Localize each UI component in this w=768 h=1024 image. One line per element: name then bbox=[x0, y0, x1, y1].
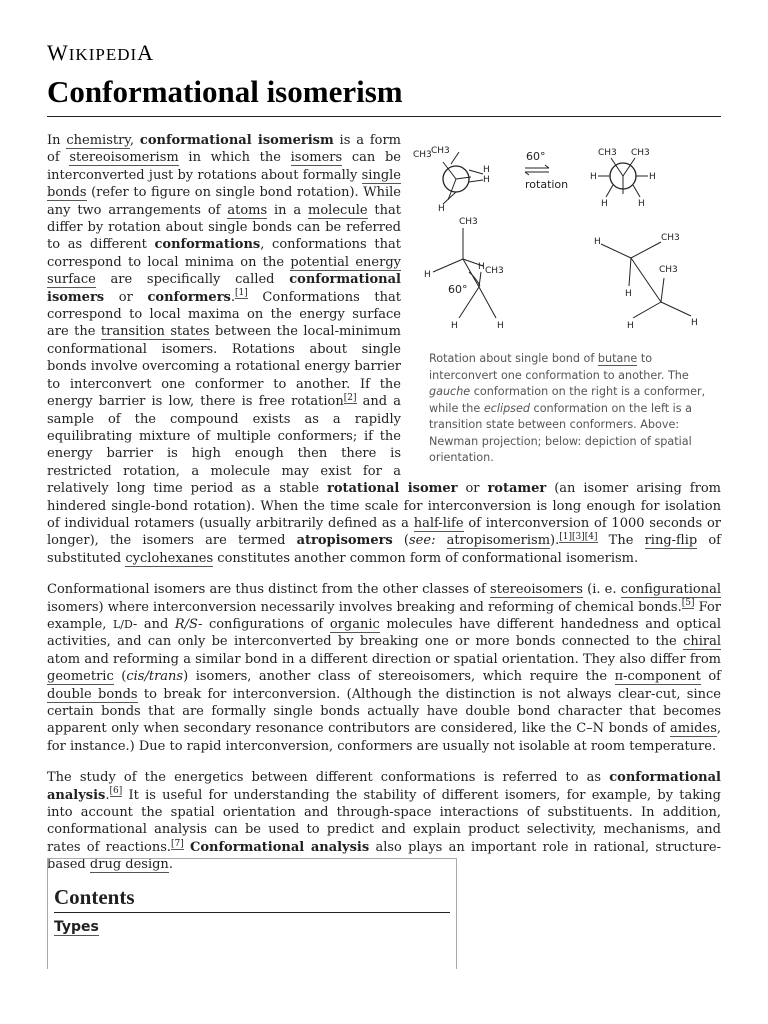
link-ring-flip[interactable]: ring-flip bbox=[644, 533, 698, 549]
link-atropisomerism[interactable]: atropisomerism bbox=[446, 533, 551, 549]
link-amides[interactable]: amides bbox=[669, 721, 717, 737]
link-transition-states[interactable]: transition states bbox=[100, 324, 210, 340]
link-cyclohexanes[interactable]: cyclohexanes bbox=[125, 550, 214, 566]
link-butane[interactable]: butane bbox=[597, 352, 638, 365]
ref-6[interactable]: [6] bbox=[109, 786, 123, 797]
link-chiral[interactable]: chiral bbox=[683, 634, 721, 650]
article-body bbox=[47, 132, 721, 888]
link-organic[interactable]: organic bbox=[329, 616, 380, 632]
newman-right-h3: H bbox=[601, 199, 608, 209]
link-isomers[interactable]: isomers bbox=[290, 150, 343, 166]
table-of-contents bbox=[47, 858, 457, 969]
newman-left-h1: H bbox=[483, 165, 490, 175]
link-stereoisomerism[interactable]: stereoisomerism bbox=[69, 150, 179, 166]
page-title: Conformational isomerism bbox=[47, 74, 403, 109]
spatial-left-h1: H bbox=[424, 270, 431, 280]
paragraph-analysis: The study of the energetics between different conformations is referred to as conformational analysis.[6] It is useful for understanding the stability of different isomers, for example, by taking into account the spatial orientation and through-space interactions of substituents. In addition, conformational analysis can be used to predict and explain product selectivity, mechanisms, and rates of reactions.[7] Conformational analysis also plays an important role in rational, structure-based drug design. bbox=[47, 770, 721, 873]
ref-7[interactable]: [7] bbox=[171, 838, 184, 849]
rotation-label: rotation bbox=[525, 178, 569, 191]
link-half-life[interactable]: half-life bbox=[413, 515, 464, 531]
link-drug-design[interactable]: drug design bbox=[89, 857, 169, 873]
paragraph-intro: In chemistry, conformational isomerism is a form of stereoisomerism in which the isomers can be interconverted just by rotations about formally single bonds (refer to figure on single bond rotation). While any two arrangements of atoms in a molecule that differ by rotation about single bonds can be referred to as different conformations, conformations that correspond to local minima on the potential energy surface are specifically called conformational isomers or conformers.[1] Conformations that correspond to local maxima on the energy surface are the transition states between the local-minimum conformational isomers. Rotations about single bonds involve overcoming a rotational energy barrier to interconvert one conformer to another. If the energy barrier is low, there is free rotation[2] and a sample of the compound exists as a rapidly equilibrating mixture of multiple conformers; if the energy barrier is high enough then there is restricted rotation, a molecule may exist for a relatively long time period as a stable rotational isomer or rotamer (an isomer arising from hindered single-bond rotation). When the time scale for interconversion is long enough for isolation of individual rotamers (usually arbitrarily defined as a half-life of interconversion of 1000 seconds or longer), the isomers are termed atropisomers (see: atropisomerism).[1][3][4] The ring-flip of substituted cyclohexanes constitutes another common form of conformational isomerism. bbox=[47, 133, 721, 566]
figure-caption: Rotation about single bond of butane to interconvert one conformation to another. The gauche conformation on the right is a conformer, while the eclipsed conformation on the left is a transition state between conformers. Above: Newman projection; below: depiction of spatial orientation. bbox=[429, 352, 706, 464]
newman-right-h4: H bbox=[638, 199, 645, 209]
link-configurational[interactable]: configurational bbox=[620, 582, 721, 598]
ref-2[interactable]: [2] bbox=[343, 392, 357, 403]
link-molecule[interactable]: molecule bbox=[308, 202, 368, 218]
newman-right-h1: H bbox=[590, 172, 597, 182]
link-double-bonds[interactable]: double bonds bbox=[47, 686, 138, 702]
toc-item-types[interactable]: Types bbox=[54, 919, 99, 935]
newman-left-ch3-2: CH3 bbox=[431, 146, 450, 156]
newman-left-ch3-1: CH3 bbox=[413, 150, 432, 160]
toc-heading: Contents bbox=[54, 885, 450, 913]
ref-1-3-4[interactable]: [1][3][4] bbox=[559, 532, 598, 543]
spatial-left-h4: H bbox=[497, 321, 504, 331]
spatial-angle-label: 60° bbox=[448, 283, 468, 296]
spatial-right-h3: H bbox=[627, 321, 634, 331]
link-potential-energy-surface[interactable]: potential energy surface bbox=[47, 254, 401, 288]
link-stereoisomers[interactable]: stereoisomers bbox=[490, 582, 583, 598]
paragraph-distinction: Conformational isomers are thus distinct from the other classes of stereoisomers (i. e. configurational isomers) where interconversion necessarily involves breaking and reforming of chemical bonds.[5] For example, L/D- and R/S- configurations of organic molecules have different handedness and optical activities, and can only be interconverted by breaking one or more bonds connected to the chiral atom and reforming a similar bond in a different direction or spatial orientation. They also differ from geometric (cis/trans) isomers, another class of stereoisomers, which require the π-component of double bonds to break for interconversion. (Although the distinction is not always clear-cut, since certain bonds that are formally single bonds actually have double bond character that becomes apparent only when secondary resonance contributors are considered, like the C–N bonds of amides, for instance.) Due to rapid interconversion, conformers are usually not isolable at room temperature. bbox=[47, 582, 721, 754]
link-chemistry[interactable]: chemistry bbox=[66, 133, 130, 148]
spatial-right-h4: H bbox=[691, 318, 698, 328]
link-geometric[interactable]: geometric bbox=[47, 669, 114, 685]
ref-1[interactable]: [1] bbox=[235, 288, 248, 299]
spatial-right-ch3-2: CH3 bbox=[659, 265, 678, 275]
spatial-left-h2: H bbox=[478, 262, 485, 272]
newman-left-h2: H bbox=[483, 175, 490, 185]
link-pi-component[interactable]: π-component bbox=[614, 669, 701, 685]
link-atoms[interactable]: atoms bbox=[227, 202, 268, 218]
newman-left-h3: H bbox=[438, 204, 445, 214]
spatial-right-h1: H bbox=[594, 237, 601, 247]
spatial-right-h2: H bbox=[625, 289, 632, 299]
spatial-left-ch3-2: CH3 bbox=[485, 266, 504, 276]
ref-5[interactable]: [5] bbox=[681, 598, 695, 609]
title-divider bbox=[47, 116, 721, 117]
butane-rotation-diagram bbox=[413, 132, 721, 347]
newman-right-ch3-2: CH3 bbox=[631, 148, 650, 158]
butane-figure bbox=[413, 132, 721, 467]
wikipedia-logo[interactable]: WIKIPEDIA bbox=[47, 40, 155, 65]
rotation-angle-label: 60° bbox=[526, 150, 546, 163]
link-single-bonds[interactable]: single bonds bbox=[47, 167, 401, 201]
newman-right-ch3-1: CH3 bbox=[598, 148, 617, 158]
newman-right-h2: H bbox=[649, 172, 656, 182]
spatial-left-h3: H bbox=[451, 321, 458, 331]
spatial-left-ch3-1: CH3 bbox=[459, 217, 478, 227]
spatial-right-ch3-1: CH3 bbox=[661, 233, 680, 243]
